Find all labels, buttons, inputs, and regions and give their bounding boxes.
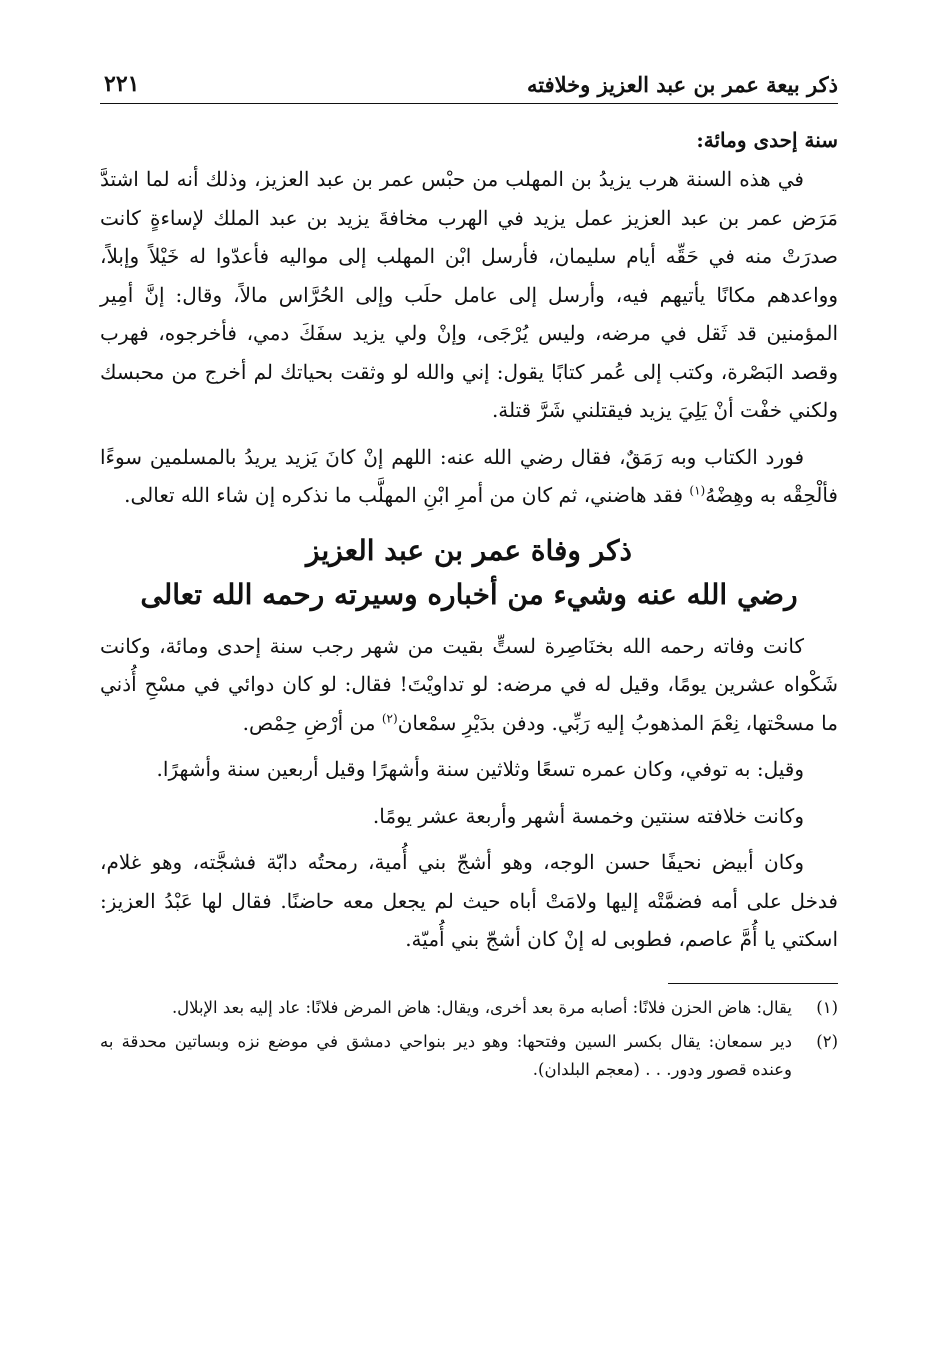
paragraph-age: وقيل: به توفي، وكان عمره تسعًا وثلاثين سنة وأشهرًا وقيل أربعين سنة وأشهرًا. [156, 757, 804, 781]
paragraph-death [100, 627, 838, 743]
footnote-ref-2[interactable]: (٢) [381, 710, 398, 725]
footnote-divider [668, 983, 838, 984]
section-heading-line-2: رضي الله عنه وشيء من أخباره وسيرته رحمه الله تعالى [140, 577, 798, 611]
running-title: ذكر بيعة عمر بن عبد العزيز وخلافته [526, 72, 838, 97]
paragraph-description: وكان أبيض نحيفًا حسن الوجه، وهو أشجّ بني أُمية، رمحتُه دابّة فشجَّته، وهو غلام، فدخل على أمه فضمَّتْه إليها ولامَتْ أباه حيث لم يجعل معه حاضنًا. فقال لها عَبْدُ العزيز: اسكتي يا أُمَّ عاصم، فطوبى له إنْ كان أشجّ بني أُميّة. [100, 850, 838, 951]
paragraph-letter [100, 438, 838, 515]
paragraph-caliphate-length: وكانت خلافته سنتين وخمسة أشهر وأربعة عشر يومًا. [372, 803, 804, 828]
paragraph-death-text: كانت وفاته رحمه الله بخنَاصِرة لستٍّ بقيت من شهر رجب سنة إحدى ومائة، وكانت شَكْواه عشرين يومًا، وقيل له في مرضه: لو تداويْتَ! فقال: لو كان دوائي في مسْحِ أُذني ما مسحْتها، نِعْمَ المذهوبُ إليه رَبِّي. ودفن بدَيْرِ سمْعان [100, 633, 838, 735]
footnote-text: دير سمعان: يقال بكسر السين وفتحها: وهو دير بنواحي دمشق في موضع نزه وبساتين محدقة به وعنده قصور ودور. . . (معجم البلدان). [100, 1031, 792, 1079]
section-heading [100, 529, 838, 617]
book-page [100, 60, 838, 1090]
page-number: ٢٢١ [104, 71, 140, 97]
footnote-number: (١) [816, 997, 838, 1017]
section-heading-line-1: ذكر وفاة عمر بن عبد العزيز [306, 533, 632, 567]
running-header [100, 60, 838, 104]
paragraph-letter-text-end: فقد هاضني، ثم كان من أمرِ ابْنِ المهلَّب ما نذكره إن شاء الله تعالى. [124, 483, 690, 507]
paragraph-escape-of-yazid: في هذه السنة هرب يزيدُ بن المهلب من حبْس عمر بن عبد العزيز، وذلك أنه لما اشتدَّ مَرَض عمر بن عبد العزيز عمل يزيد في الهرب مخافةَ يزيد بن عبد الملك لإساءةٍ كانت صدرَتْ منه في حَقِّه أيام سليمان، فأرسل ابْن المهلب إلى مواليه فأعدّوا له خَيْلاً وإبلاً، وواعدهم مكانًا يأتيهم فيه، وأرسل إلى عامل حلَب وإلى الحُرَّاس مالاً، وقال: إنَّ أمِير المؤمنين قد ثَقل في مرضه، وليس يُرْجَى، وإنْ ولي يزيد سفَكَ دمي، فأخرجوه، فهرب وقصد البَصْرة، وكتب إلى عُمر كتابًا يقول: إني والله لو وثقت بحياتك لم أخرج من محبسك ولكني خفْت أنْ يَلِيَ يزيد فيقتلني شَرَّ قتلة. [100, 167, 839, 422]
footnote-ref-1[interactable]: (١) [689, 483, 706, 498]
paragraph-death-text-end: من أرْضِ حِمْص. [242, 710, 382, 735]
footnote-1 [100, 994, 838, 1022]
paragraph-letter-text: فورد الكتاب وبه رَمَقٌ، فقال رضي الله عنه: اللهم إنْ كانَ يَزيد يريدُ بالمسلمين سوءًا فألْحِقْه به وهِضْهُ [100, 444, 838, 507]
footnote-number: (٢) [816, 1031, 838, 1051]
footnote-text: يقال: هاض الحزن فلانًا: أصابه مرة بعد أخرى، ويقال: هاض المرض فلانًا: عاد إليه بعد الإبلال. [171, 997, 792, 1017]
footnote-2 [100, 1028, 838, 1084]
year-heading: سنة إحدى ومائة: [696, 128, 838, 152]
